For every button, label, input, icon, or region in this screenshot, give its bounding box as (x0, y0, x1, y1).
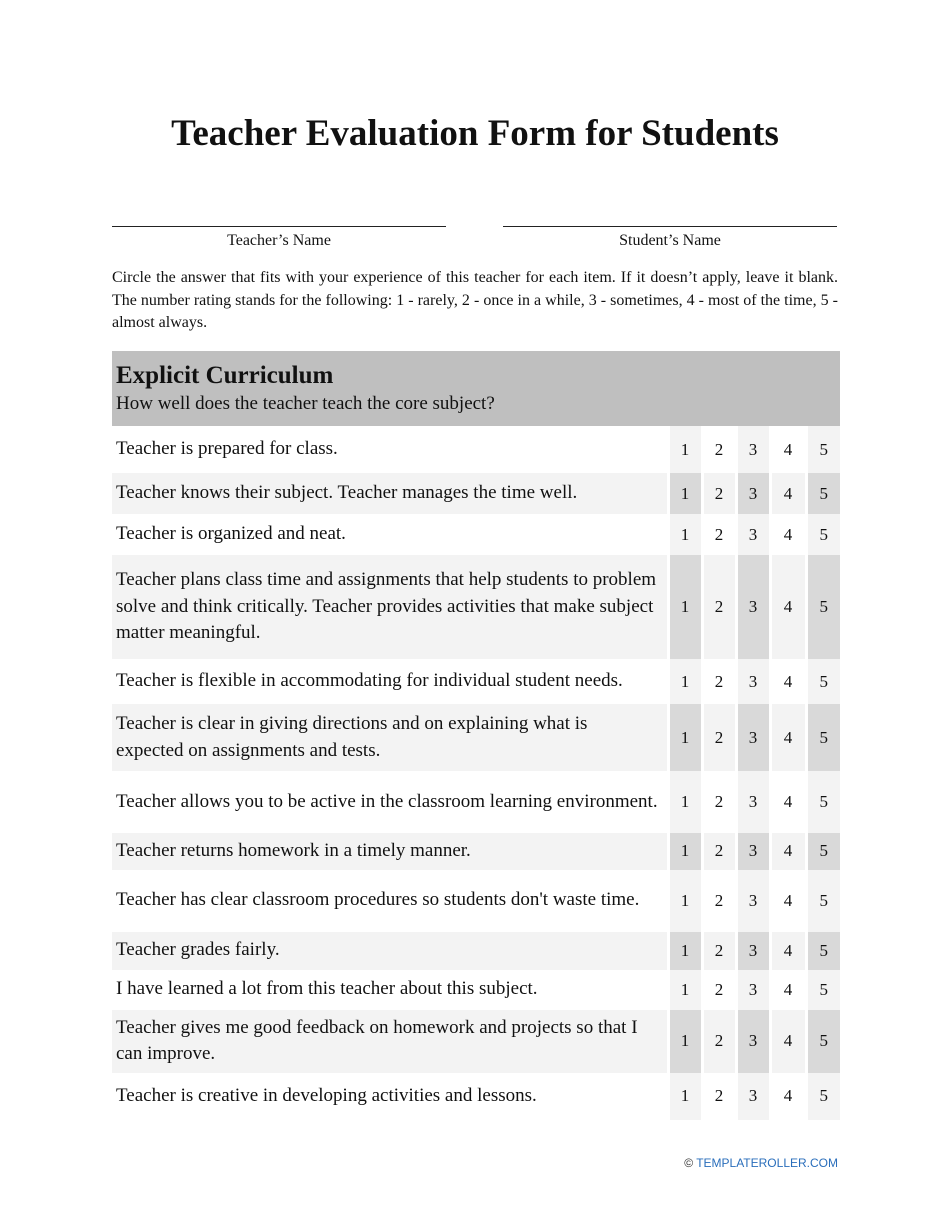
rating-option-3[interactable]: 3 (736, 833, 770, 870)
rating-option-2[interactable]: 2 (702, 514, 736, 555)
table-row (112, 659, 840, 704)
table-row (112, 970, 840, 1010)
item-text: Teacher is prepared for class. (112, 426, 668, 473)
rating-option-2[interactable]: 2 (702, 833, 736, 870)
rating-option-4[interactable]: 4 (770, 771, 806, 833)
item-text: Teacher knows their subject. Teacher manages the time well. (112, 473, 668, 514)
rating-option-4[interactable]: 4 (770, 704, 806, 771)
student-name-label: Student’s Name (619, 232, 721, 249)
rating-option-5[interactable]: 5 (806, 870, 840, 932)
rating-option-3[interactable]: 3 (736, 659, 770, 704)
rating-option-4[interactable]: 4 (770, 970, 806, 1010)
rating-option-4[interactable]: 4 (770, 870, 806, 932)
table-row (112, 771, 840, 833)
item-text: Teacher plans class time and assignments that help students to problem solve and think critically. Teacher provides activities that make subject matter meaningful. (112, 555, 668, 659)
rating-option-5[interactable]: 5 (806, 555, 840, 659)
rating-option-3[interactable]: 3 (736, 704, 770, 771)
footer-brand-link[interactable]: TEMPLATEROLLER.COM (696, 1156, 838, 1170)
rating-option-3[interactable]: 3 (736, 555, 770, 659)
student-name-line[interactable] (503, 226, 837, 227)
rating-option-5[interactable]: 5 (806, 473, 840, 514)
rating-option-1[interactable]: 1 (668, 1073, 702, 1120)
rating-option-1[interactable]: 1 (668, 771, 702, 833)
rating-option-5[interactable]: 5 (806, 514, 840, 555)
teacher-name-line[interactable] (112, 226, 446, 227)
rating-option-4[interactable]: 4 (770, 1073, 806, 1120)
rating-option-1[interactable]: 1 (668, 555, 702, 659)
item-text: Teacher is flexible in accommodating for individual student needs. (112, 659, 668, 704)
instructions: Circle the answer that fits with your experience of this teacher for each item. If it doesn’t apply, leave it blank. The number rating stands for the following: 1 - rarely, 2 - once in a while, 3 - sometimes, 4 - most of the time, 5 - almost always. (112, 269, 838, 331)
section-header (112, 351, 840, 426)
rating-option-1[interactable]: 1 (668, 659, 702, 704)
rating-option-2[interactable]: 2 (702, 870, 736, 932)
rating-option-5[interactable]: 5 (806, 932, 840, 970)
table-row (112, 473, 840, 514)
table-row (112, 870, 840, 932)
rating-option-2[interactable]: 2 (702, 771, 736, 833)
rating-option-1[interactable]: 1 (668, 473, 702, 514)
rating-option-1[interactable]: 1 (668, 426, 702, 473)
table-row (112, 555, 840, 659)
rating-option-4[interactable]: 4 (770, 473, 806, 514)
rating-option-1[interactable]: 1 (668, 932, 702, 970)
rating-option-3[interactable]: 3 (736, 514, 770, 555)
table-row (112, 704, 840, 771)
rating-option-1[interactable]: 1 (668, 870, 702, 932)
table-row (112, 1010, 840, 1073)
rating-option-5[interactable]: 5 (806, 426, 840, 473)
rating-option-2[interactable]: 2 (702, 970, 736, 1010)
rating-option-2[interactable]: 2 (702, 704, 736, 771)
footer (684, 1156, 838, 1170)
copyright-symbol: © (684, 1156, 694, 1170)
rating-option-1[interactable]: 1 (668, 514, 702, 555)
rating-option-2[interactable]: 2 (702, 659, 736, 704)
rating-option-5[interactable]: 5 (806, 970, 840, 1010)
rating-option-2[interactable]: 2 (702, 426, 736, 473)
rating-option-5[interactable]: 5 (806, 1010, 840, 1073)
rating-option-1[interactable]: 1 (668, 1010, 702, 1073)
rating-option-1[interactable]: 1 (668, 970, 702, 1010)
page-title: Teacher Evaluation Form for Students (171, 113, 779, 154)
item-text: Teacher is clear in giving directions and on explaining what is expected on assignments and tests. (112, 704, 668, 771)
rating-option-2[interactable]: 2 (702, 555, 736, 659)
rating-option-3[interactable]: 3 (736, 473, 770, 514)
teacher-name-label: Teacher’s Name (227, 232, 331, 249)
rating-option-2[interactable]: 2 (702, 473, 736, 514)
table-row (112, 833, 840, 870)
rating-option-5[interactable]: 5 (806, 659, 840, 704)
item-text: I have learned a lot from this teacher about this subject. (112, 970, 668, 1010)
section-subtitle: How well does the teacher teach the core subject? (116, 392, 495, 414)
rating-option-4[interactable]: 4 (770, 833, 806, 870)
table-row (112, 514, 840, 555)
item-text: Teacher has clear classroom procedures so students don't waste time. (112, 870, 668, 932)
rating-option-5[interactable]: 5 (806, 1073, 840, 1120)
rating-option-1[interactable]: 1 (668, 704, 702, 771)
rating-option-3[interactable]: 3 (736, 426, 770, 473)
rating-option-2[interactable]: 2 (702, 1073, 736, 1120)
teacher-name-field (112, 206, 446, 251)
item-text: Teacher is organized and neat. (112, 514, 668, 555)
rating-option-1[interactable]: 1 (668, 833, 702, 870)
rating-option-5[interactable]: 5 (806, 704, 840, 771)
rating-option-3[interactable]: 3 (736, 1073, 770, 1120)
rating-option-2[interactable]: 2 (702, 932, 736, 970)
item-text: Teacher allows you to be active in the classroom learning environment. (112, 771, 668, 833)
item-text: Teacher gives me good feedback on homework and projects so that I can improve. (112, 1010, 668, 1073)
rating-option-5[interactable]: 5 (806, 833, 840, 870)
rating-option-2[interactable]: 2 (702, 1010, 736, 1073)
rating-option-3[interactable]: 3 (736, 932, 770, 970)
rating-option-4[interactable]: 4 (770, 1010, 806, 1073)
item-text: Teacher grades fairly. (112, 932, 668, 970)
rating-option-3[interactable]: 3 (736, 771, 770, 833)
rating-option-3[interactable]: 3 (736, 970, 770, 1010)
rating-option-4[interactable]: 4 (770, 426, 806, 473)
table-row (112, 932, 840, 970)
evaluation-table (112, 351, 840, 1120)
rating-option-4[interactable]: 4 (770, 659, 806, 704)
table-row (112, 1073, 840, 1120)
rating-option-4[interactable]: 4 (770, 932, 806, 970)
section-title: Explicit Curriculum (116, 361, 334, 389)
table-row (112, 426, 840, 473)
rating-option-5[interactable]: 5 (806, 771, 840, 833)
rating-option-4[interactable]: 4 (770, 514, 806, 555)
rating-option-3[interactable]: 3 (736, 870, 770, 932)
item-text: Teacher returns homework in a timely manner. (112, 833, 668, 870)
student-name-field (503, 206, 837, 251)
item-text: Teacher is creative in developing activities and lessons. (112, 1073, 668, 1120)
rating-option-4[interactable]: 4 (770, 555, 806, 659)
rating-option-3[interactable]: 3 (736, 1010, 770, 1073)
